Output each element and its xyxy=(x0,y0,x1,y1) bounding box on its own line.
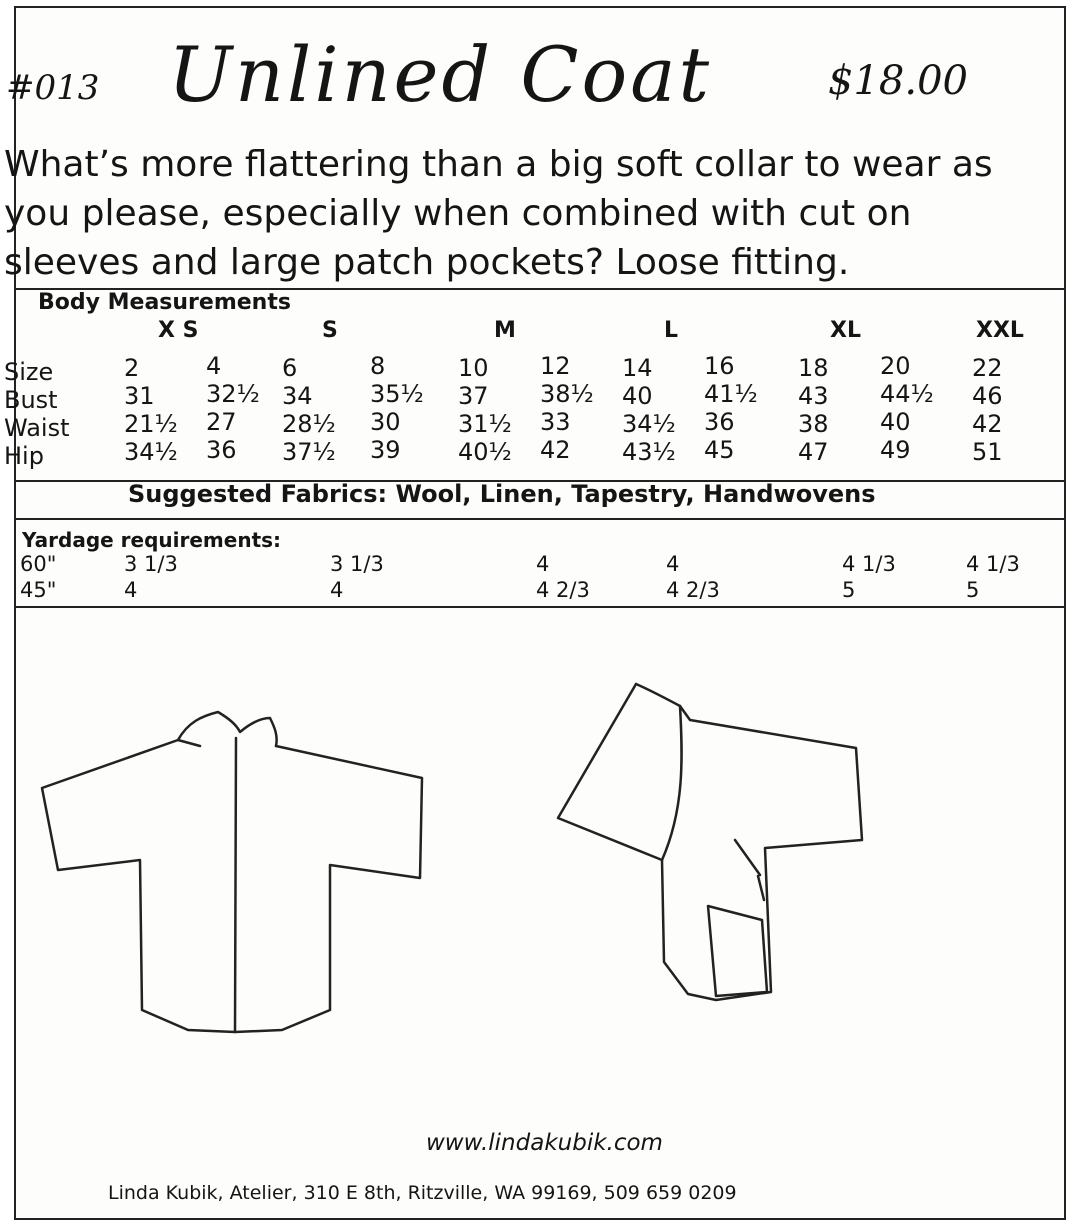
measurement-cell: 38½ xyxy=(540,380,594,408)
size-group-xxl: XXL xyxy=(976,318,1024,343)
yardage-cell: 4 1/3 xyxy=(966,552,1020,576)
measurement-cell: 33 xyxy=(540,408,571,436)
measurement-cell: 30 xyxy=(370,408,401,436)
yardage-cell: 4 xyxy=(536,552,550,576)
measurement-cell: 36 xyxy=(206,436,237,464)
measurement-cell: 42 xyxy=(540,436,571,464)
measurement-cell: 37 xyxy=(458,382,489,410)
measurement-cell: 16 xyxy=(704,352,735,380)
measurement-cell: 45 xyxy=(704,436,735,464)
suggested-fabrics: Suggested Fabrics: Wool, Linen, Tapestry, Handwovens xyxy=(128,480,876,508)
yardage-title: Yardage requirements: xyxy=(22,528,282,552)
measurement-cell: 4 xyxy=(206,352,222,380)
yardage-cell: 5 xyxy=(842,578,856,602)
yardage-cell: 4 2/3 xyxy=(666,578,720,602)
measurement-cell: 47 xyxy=(798,438,829,466)
measurement-cell: 43 xyxy=(798,382,829,410)
measurement-row-label: Hip xyxy=(4,442,44,470)
page-title: Unlined Coat xyxy=(168,30,713,119)
measurement-cell: 10 xyxy=(458,354,489,382)
measurement-cell: 8 xyxy=(370,352,386,380)
measurement-cell: 44½ xyxy=(880,380,934,408)
measurement-cell: 51 xyxy=(972,438,1003,466)
measurement-cell: 49 xyxy=(880,436,911,464)
measurement-cell: 6 xyxy=(282,354,298,382)
measurement-cell: 18 xyxy=(798,354,829,382)
measurement-cell: 36 xyxy=(704,408,735,436)
yardage-cell: 4 1/3 xyxy=(842,552,896,576)
measurement-cell: 38 xyxy=(798,410,829,438)
yardage-row-label: 60" xyxy=(20,552,57,576)
size-group-xs: X S xyxy=(158,318,199,343)
measurement-cell: 40 xyxy=(622,382,653,410)
measurement-cell: 34 xyxy=(282,382,313,410)
measurement-cell: 34½ xyxy=(124,438,178,466)
measurement-cell: 27 xyxy=(206,408,237,436)
measurement-row-label: Bust xyxy=(4,386,58,414)
measurement-row-label: Waist xyxy=(4,414,70,442)
measurement-cell: 34½ xyxy=(622,410,676,438)
measurement-row-label: Size xyxy=(4,358,54,386)
measurement-cell: 35½ xyxy=(370,380,424,408)
yardage-cell: 5 xyxy=(966,578,980,602)
footer-address: Linda Kubik, Atelier, 310 E 8th, Ritzville, WA 99169, 509 659 0209 xyxy=(108,1182,737,1204)
measurement-cell: 22 xyxy=(972,354,1003,382)
size-group-s: S xyxy=(322,318,338,343)
size-group-xl: XL xyxy=(830,318,861,343)
website-link[interactable]: www.lindakubik.com xyxy=(426,1130,663,1156)
measurement-cell: 42 xyxy=(972,410,1003,438)
measurement-cell: 28½ xyxy=(282,410,336,438)
measurement-cell: 37½ xyxy=(282,438,336,466)
price: $18.00 xyxy=(828,58,968,104)
yardage-cell: 3 1/3 xyxy=(330,552,384,576)
measurement-cell: 41½ xyxy=(704,380,758,408)
measurement-cell: 31 xyxy=(124,382,155,410)
measurement-cell: 32½ xyxy=(206,380,260,408)
measurement-cell: 21½ xyxy=(124,410,178,438)
measurement-cell: 2 xyxy=(124,354,140,382)
measurement-cell: 39 xyxy=(370,436,401,464)
measurement-cell: 40 xyxy=(880,408,911,436)
measurement-cell: 43½ xyxy=(622,438,676,466)
measurements-title: Body Measurements xyxy=(38,290,291,315)
coat-back-view-illustration xyxy=(42,712,422,1032)
yardage-cell: 3 1/3 xyxy=(124,552,178,576)
measurement-cell: 40½ xyxy=(458,438,512,466)
yardage-cell: 4 xyxy=(666,552,680,576)
size-group-l: L xyxy=(664,318,679,343)
measurement-cell: 14 xyxy=(622,354,653,382)
measurement-cell: 31½ xyxy=(458,410,512,438)
yardage-cell: 4 xyxy=(330,578,344,602)
yardage-cell: 4 xyxy=(124,578,138,602)
pattern-number: #013 xyxy=(6,68,100,108)
measurement-cell: 46 xyxy=(972,382,1003,410)
measurement-cell: 12 xyxy=(540,352,571,380)
size-group-m: M xyxy=(494,318,516,343)
measurement-cell: 20 xyxy=(880,352,911,380)
coat-side-view-illustration xyxy=(558,684,862,1000)
yardage-cell: 4 2/3 xyxy=(536,578,590,602)
description: What’s more flattering than a big soft collar to wear as you please, especially when combined with cut on sleeves and large patch pockets? Loose fitting. xyxy=(4,144,993,283)
yardage-row-label: 45" xyxy=(20,578,57,602)
